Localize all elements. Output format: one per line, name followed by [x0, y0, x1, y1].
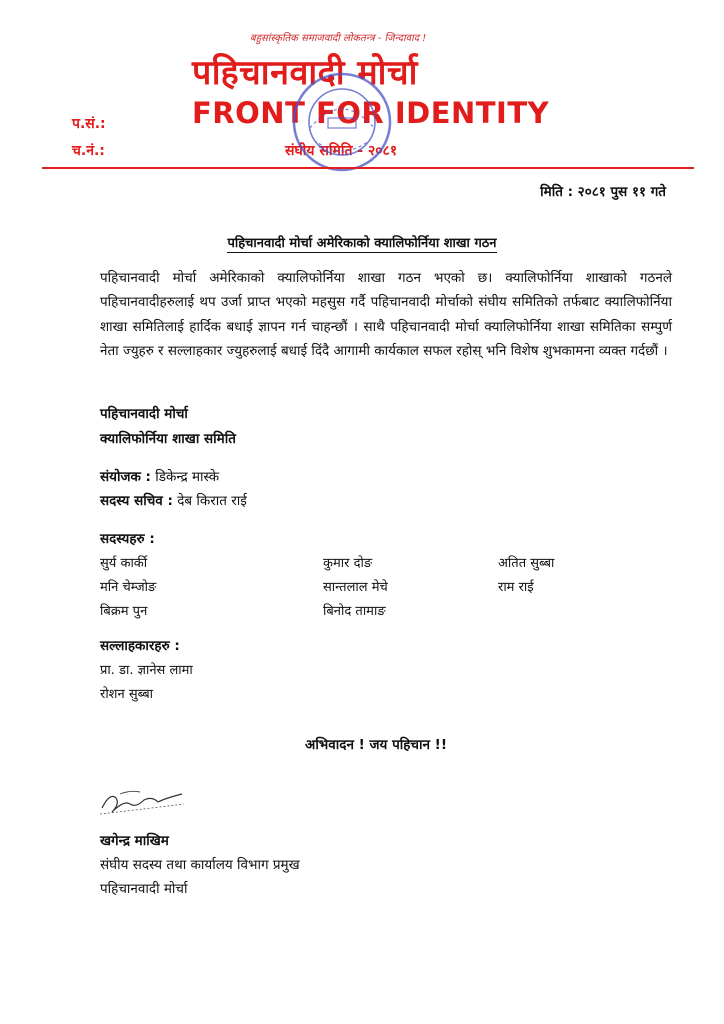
letterhead-tagline: बहुसांस्कृतिक समाजवादी लोकतन्त्र - जिन्दावाद ! — [250, 33, 427, 44]
member-name: सान्तलाल मेचे — [323, 580, 388, 595]
signatory-name: खगेन्द्र माखिम — [100, 833, 169, 849]
coordinator-line — [100, 467, 219, 485]
advisor-name: प्रा. डा. ज्ञानेस लामा — [100, 663, 193, 678]
secretary-label: सदस्य सचिव : — [100, 493, 173, 509]
letter-subject — [0, 233, 724, 251]
org-name-nepali: पहिचानवादी मोर्चा — [192, 53, 418, 93]
member-name: अतित सुब्बा — [498, 556, 555, 571]
secretary-line — [100, 491, 247, 509]
member-name: राम राई — [498, 580, 534, 595]
member-name: कुमार दोङ — [323, 556, 373, 571]
signatory-title: संघीय सदस्य तथा कार्यालय विभाग प्रमुख — [100, 857, 300, 873]
header-divider — [42, 167, 694, 169]
advisors-heading: सल्लाहकारहरु : — [100, 638, 180, 654]
coordinator-name: डिकेन्द्र मास्के — [155, 469, 220, 485]
member-name: बिक्रम पुन — [100, 604, 148, 619]
member-name: बिनोद तामाङ — [323, 604, 386, 619]
letter-date: मिति : २०८१ पुस ११ गते — [540, 184, 666, 200]
dispatch-number-label: च.नं.: — [72, 143, 105, 159]
letter-body: पहिचानवादी मोर्चा अमेरिकाको क्यालिफोर्निया शाखा गठन भएको छ। क्यालिफोर्निया शाखाको गठनले पहिचानवादीहरुलाई थप उर्जा प्राप्त भएको महसुस गर्दै पहिचानवादी मोर्चाको संघीय समितिको तर्फबाट क्यालिफोर्निया शाखा समितिलाई हार्दिक बधाई ज्ञापन गर्न चाहन्छौं । साथै पहिचानवादी मोर्चा क्यालिफोर्निया शाखा समितिका सम्पुर्ण नेता ज्युहरु र सल्लाहकार ज्युहरुलाई बधाई दिंदै आगामी कार्यकाल सफल रहोस् भनि विशेष शुभकामना व्यक्त गर्दछौं । — [100, 270, 672, 360]
committee-line: संघीय समिति - २०८१ — [285, 143, 398, 159]
member-name: मनि चेम्जोङ — [100, 580, 157, 595]
reference-number-label: प.सं.: — [72, 116, 106, 132]
member-name: सुर्य कार्की — [100, 556, 148, 571]
signatory-org: पहिचानवादी मोर्चा — [100, 881, 188, 897]
seal-stamp-icon — [290, 70, 394, 174]
subject-text: पहिचानवादी मोर्चा अमेरिकाको क्यालिफोर्निया शाखा गठन — [227, 236, 497, 251]
committee-org: पहिचानवादी मोर्चा — [100, 406, 188, 422]
org-name-english: FRONT FOR IDENTITY — [192, 96, 550, 130]
advisor-name: रोशन सुब्बा — [100, 687, 154, 702]
coordinator-label: संयोजक : — [100, 469, 151, 485]
signature-icon — [96, 786, 188, 822]
committee-branch: क्यालिफोर्निया शाखा समिति — [100, 431, 236, 447]
closing-salutation: अभिवादन ! जय पहिचान !! — [305, 737, 447, 753]
secretary-name: देब किरात राई — [177, 493, 247, 509]
members-heading: सदस्यहरु : — [100, 531, 155, 547]
